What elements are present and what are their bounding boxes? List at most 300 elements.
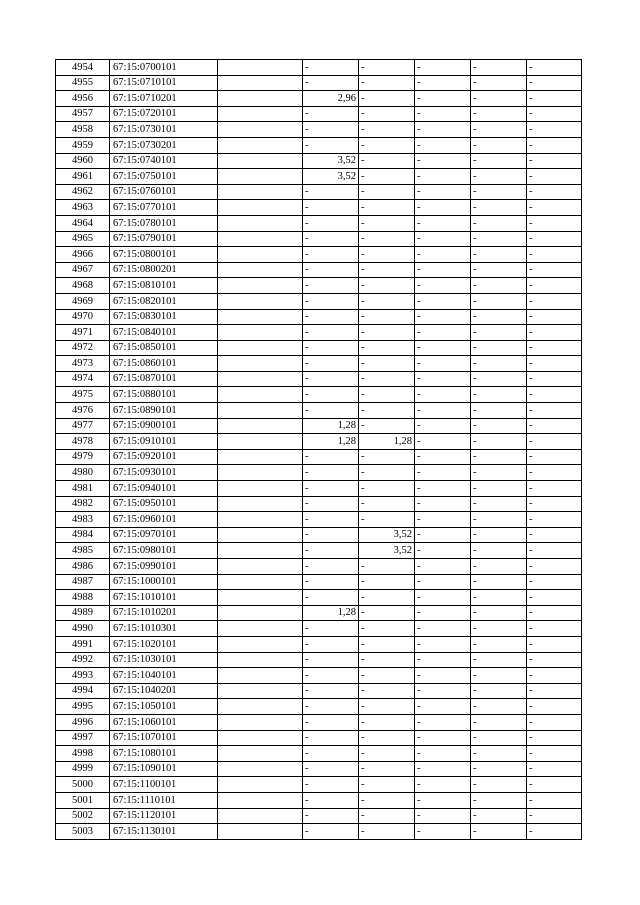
col8-cell: - xyxy=(527,325,582,341)
row-number-cell: 5003 xyxy=(56,824,110,840)
row-number-cell: 4963 xyxy=(56,200,110,216)
col7-cell: - xyxy=(471,200,527,216)
table-row xyxy=(56,512,582,528)
col3-cell xyxy=(218,559,303,575)
table-row xyxy=(56,496,582,512)
col3-cell xyxy=(218,792,303,808)
col6-cell: - xyxy=(415,247,471,263)
table-row xyxy=(56,91,582,107)
col6-cell: - xyxy=(415,683,471,699)
cadastral-code-cell: 67:15:0720101 xyxy=(110,106,218,122)
col4-cell: - xyxy=(303,543,359,559)
col4-cell: - xyxy=(303,730,359,746)
col7-cell: - xyxy=(471,792,527,808)
cadastral-code-cell: 67:15:1130101 xyxy=(110,824,218,840)
row-number-cell: 4955 xyxy=(56,75,110,91)
row-number-cell: 4972 xyxy=(56,340,110,356)
col8-cell: - xyxy=(527,153,582,169)
col5-cell: - xyxy=(359,605,415,621)
row-number-cell: 4988 xyxy=(56,590,110,606)
row-number-cell: 4977 xyxy=(56,418,110,434)
row-number-cell: 5000 xyxy=(56,777,110,793)
col5-cell: - xyxy=(359,387,415,403)
col8-cell: - xyxy=(527,418,582,434)
row-number-cell: 4954 xyxy=(56,60,110,76)
col4-cell: - xyxy=(303,122,359,138)
cadastral-code-cell: 67:15:0800201 xyxy=(110,262,218,278)
row-number-cell: 4970 xyxy=(56,309,110,325)
col5-cell: - xyxy=(359,652,415,668)
col6-cell: - xyxy=(415,792,471,808)
col7-cell: - xyxy=(471,590,527,606)
col3-cell xyxy=(218,683,303,699)
col3-cell xyxy=(218,309,303,325)
col8-cell: - xyxy=(527,106,582,122)
col6-cell: - xyxy=(415,434,471,450)
col6-cell: - xyxy=(415,137,471,153)
col6-cell: - xyxy=(415,340,471,356)
table-row xyxy=(56,309,582,325)
col8-cell: - xyxy=(527,340,582,356)
table-row xyxy=(56,106,582,122)
col8-cell: - xyxy=(527,683,582,699)
row-number-cell: 4959 xyxy=(56,137,110,153)
col7-cell: - xyxy=(471,465,527,481)
cadastral-code-cell: 67:15:1120101 xyxy=(110,808,218,824)
col6-cell: - xyxy=(415,746,471,762)
col5-cell: - xyxy=(359,356,415,372)
col3-cell xyxy=(218,636,303,652)
col5-cell: - xyxy=(359,496,415,512)
col7-cell: - xyxy=(471,309,527,325)
table-row xyxy=(56,75,582,91)
cadastral-code-cell: 67:15:1080101 xyxy=(110,746,218,762)
col3-cell xyxy=(218,527,303,543)
col6-cell: - xyxy=(415,106,471,122)
col4-cell: - xyxy=(303,75,359,91)
col7-cell: - xyxy=(471,481,527,497)
col3-cell xyxy=(218,512,303,528)
cadastral-code-cell: 67:15:0830101 xyxy=(110,309,218,325)
col3-cell xyxy=(218,761,303,777)
col5-cell: - xyxy=(359,325,415,341)
cadastral-code-cell: 67:15:0750101 xyxy=(110,169,218,185)
col7-cell: - xyxy=(471,75,527,91)
cadastral-code-cell: 67:15:0840101 xyxy=(110,325,218,341)
col7-cell: - xyxy=(471,215,527,231)
col5-cell: - xyxy=(359,153,415,169)
col3-cell xyxy=(218,714,303,730)
col7-cell: - xyxy=(471,371,527,387)
col6-cell: - xyxy=(415,262,471,278)
col6-cell: - xyxy=(415,527,471,543)
col4-cell: - xyxy=(303,714,359,730)
cadastral-code-cell: 67:15:0910101 xyxy=(110,434,218,450)
col7-cell: - xyxy=(471,543,527,559)
col7-cell: - xyxy=(471,169,527,185)
col6-cell: - xyxy=(415,122,471,138)
row-number-cell: 4989 xyxy=(56,605,110,621)
col3-cell xyxy=(218,590,303,606)
row-number-cell: 4961 xyxy=(56,169,110,185)
col6-cell: - xyxy=(415,169,471,185)
table-row xyxy=(56,137,582,153)
col8-cell: - xyxy=(527,200,582,216)
table-row xyxy=(56,621,582,637)
col6-cell: - xyxy=(415,293,471,309)
cadastral-code-cell: 67:15:0710201 xyxy=(110,91,218,107)
cadastral-code-cell: 67:15:1010201 xyxy=(110,605,218,621)
col7-cell: - xyxy=(471,403,527,419)
col6-cell: - xyxy=(415,481,471,497)
cadastral-code-cell: 67:15:0770101 xyxy=(110,200,218,216)
row-number-cell: 4980 xyxy=(56,465,110,481)
col5-cell: - xyxy=(359,91,415,107)
col5-cell: - xyxy=(359,200,415,216)
col3-cell xyxy=(218,418,303,434)
col7-cell: - xyxy=(471,824,527,840)
col8-cell: - xyxy=(527,356,582,372)
table-row xyxy=(56,652,582,668)
row-number-cell: 4984 xyxy=(56,527,110,543)
col4-cell: 1,28 xyxy=(303,605,359,621)
col3-cell xyxy=(218,652,303,668)
row-number-cell: 5001 xyxy=(56,792,110,808)
col4-cell: 3,52 xyxy=(303,169,359,185)
col3-cell xyxy=(218,278,303,294)
col5-cell: - xyxy=(359,169,415,185)
col3-cell xyxy=(218,621,303,637)
col8-cell: - xyxy=(527,621,582,637)
col5-cell: - xyxy=(359,730,415,746)
table-row xyxy=(56,153,582,169)
col4-cell: - xyxy=(303,309,359,325)
col5-cell: - xyxy=(359,699,415,715)
col8-cell: - xyxy=(527,403,582,419)
col5-cell: - xyxy=(359,309,415,325)
col8-cell: - xyxy=(527,169,582,185)
cadastral-code-cell: 67:15:0890101 xyxy=(110,403,218,419)
col8-cell: - xyxy=(527,293,582,309)
table-row xyxy=(56,481,582,497)
row-number-cell: 4976 xyxy=(56,403,110,419)
col6-cell: - xyxy=(415,449,471,465)
col4-cell: - xyxy=(303,792,359,808)
cadastral-code-cell: 67:15:0810101 xyxy=(110,278,218,294)
table-body xyxy=(56,60,582,840)
col3-cell xyxy=(218,200,303,216)
col6-cell: - xyxy=(415,605,471,621)
cadastral-code-cell: 67:15:0710101 xyxy=(110,75,218,91)
col7-cell: - xyxy=(471,247,527,263)
col4-cell: - xyxy=(303,60,359,76)
col8-cell: - xyxy=(527,496,582,512)
col6-cell: - xyxy=(415,636,471,652)
table-row xyxy=(56,777,582,793)
cadastral-code-cell: 67:15:1110101 xyxy=(110,792,218,808)
cadastral-code-cell: 67:15:0850101 xyxy=(110,340,218,356)
row-number-cell: 4968 xyxy=(56,278,110,294)
cadastral-code-cell: 67:15:0700101 xyxy=(110,60,218,76)
row-number-cell: 4994 xyxy=(56,683,110,699)
col3-cell xyxy=(218,808,303,824)
row-number-cell: 4995 xyxy=(56,699,110,715)
table-row xyxy=(56,418,582,434)
col5-cell: - xyxy=(359,184,415,200)
col5-cell: - xyxy=(359,340,415,356)
col5-cell: - xyxy=(359,247,415,263)
col5-cell: - xyxy=(359,792,415,808)
col3-cell xyxy=(218,403,303,419)
col6-cell: - xyxy=(415,668,471,684)
col4-cell: - xyxy=(303,247,359,263)
col8-cell: - xyxy=(527,512,582,528)
row-number-cell: 4962 xyxy=(56,184,110,200)
col8-cell: - xyxy=(527,262,582,278)
col6-cell: - xyxy=(415,200,471,216)
col8-cell: - xyxy=(527,371,582,387)
col5-cell: - xyxy=(359,231,415,247)
col7-cell: - xyxy=(471,605,527,621)
cadastral-code-cell: 67:15:0950101 xyxy=(110,496,218,512)
col5-cell: - xyxy=(359,403,415,419)
col7-cell: - xyxy=(471,231,527,247)
col8-cell: - xyxy=(527,792,582,808)
col3-cell xyxy=(218,746,303,762)
col8-cell: - xyxy=(527,215,582,231)
row-number-cell: 4996 xyxy=(56,714,110,730)
table-row xyxy=(56,340,582,356)
col6-cell: - xyxy=(415,699,471,715)
col7-cell: - xyxy=(471,777,527,793)
cadastral-code-cell: 67:15:1060101 xyxy=(110,714,218,730)
table-row xyxy=(56,434,582,450)
col8-cell: - xyxy=(527,605,582,621)
table-row xyxy=(56,527,582,543)
row-number-cell: 4986 xyxy=(56,559,110,575)
col7-cell: - xyxy=(471,91,527,107)
col6-cell: - xyxy=(415,574,471,590)
col6-cell: - xyxy=(415,231,471,247)
col6-cell: - xyxy=(415,512,471,528)
table-row xyxy=(56,574,582,590)
col5-cell: - xyxy=(359,714,415,730)
col3-cell xyxy=(218,605,303,621)
col3-cell xyxy=(218,340,303,356)
col6-cell: - xyxy=(415,465,471,481)
table-row xyxy=(56,824,582,840)
row-number-cell: 4956 xyxy=(56,91,110,107)
col7-cell: - xyxy=(471,652,527,668)
col4-cell: - xyxy=(303,106,359,122)
col5-cell: - xyxy=(359,824,415,840)
col6-cell: - xyxy=(415,808,471,824)
col5-cell: - xyxy=(359,137,415,153)
col5-cell: - xyxy=(359,215,415,231)
col5-cell: - xyxy=(359,75,415,91)
col4-cell: - xyxy=(303,527,359,543)
row-number-cell: 4992 xyxy=(56,652,110,668)
col4-cell: - xyxy=(303,824,359,840)
table-row xyxy=(56,746,582,762)
col3-cell xyxy=(218,122,303,138)
col7-cell: - xyxy=(471,356,527,372)
table-row xyxy=(56,371,582,387)
row-number-cell: 4964 xyxy=(56,215,110,231)
table-row xyxy=(56,356,582,372)
table-row xyxy=(56,543,582,559)
table-row xyxy=(56,184,582,200)
col8-cell: - xyxy=(527,824,582,840)
col4-cell: 1,28 xyxy=(303,434,359,450)
row-number-cell: 4975 xyxy=(56,387,110,403)
col7-cell: - xyxy=(471,340,527,356)
table-row xyxy=(56,60,582,76)
row-number-cell: 4966 xyxy=(56,247,110,263)
col5-cell: - xyxy=(359,449,415,465)
col6-cell: - xyxy=(415,356,471,372)
col8-cell: - xyxy=(527,714,582,730)
col3-cell xyxy=(218,449,303,465)
col3-cell xyxy=(218,153,303,169)
data-table xyxy=(55,59,582,840)
col5-cell: - xyxy=(359,262,415,278)
table-row xyxy=(56,325,582,341)
col4-cell: - xyxy=(303,403,359,419)
col4-cell: - xyxy=(303,340,359,356)
col4-cell: - xyxy=(303,356,359,372)
col3-cell xyxy=(218,60,303,76)
cadastral-code-cell: 67:15:0870101 xyxy=(110,371,218,387)
col3-cell xyxy=(218,434,303,450)
row-number-cell: 4993 xyxy=(56,668,110,684)
table-row xyxy=(56,699,582,715)
col5-cell: 3,52 xyxy=(359,543,415,559)
row-number-cell: 4981 xyxy=(56,481,110,497)
col8-cell: - xyxy=(527,527,582,543)
col4-cell: - xyxy=(303,512,359,528)
col6-cell: - xyxy=(415,75,471,91)
row-number-cell: 4978 xyxy=(56,434,110,450)
col4-cell: - xyxy=(303,449,359,465)
col7-cell: - xyxy=(471,106,527,122)
col6-cell: - xyxy=(415,325,471,341)
col6-cell: - xyxy=(415,60,471,76)
col4-cell: 3,52 xyxy=(303,153,359,169)
col7-cell: - xyxy=(471,527,527,543)
col8-cell: - xyxy=(527,699,582,715)
col4-cell: - xyxy=(303,621,359,637)
col5-cell: - xyxy=(359,512,415,528)
col4-cell: - xyxy=(303,699,359,715)
col4-cell: - xyxy=(303,574,359,590)
row-number-cell: 4957 xyxy=(56,106,110,122)
col6-cell: - xyxy=(415,761,471,777)
col3-cell xyxy=(218,824,303,840)
col6-cell: - xyxy=(415,543,471,559)
row-number-cell: 4985 xyxy=(56,543,110,559)
col5-cell: - xyxy=(359,418,415,434)
col8-cell: - xyxy=(527,761,582,777)
col8-cell: - xyxy=(527,247,582,263)
col6-cell: - xyxy=(415,730,471,746)
col8-cell: - xyxy=(527,730,582,746)
table-row xyxy=(56,761,582,777)
col3-cell xyxy=(218,730,303,746)
table-row xyxy=(56,403,582,419)
table-row xyxy=(56,169,582,185)
col3-cell xyxy=(218,699,303,715)
col3-cell xyxy=(218,215,303,231)
col6-cell: - xyxy=(415,824,471,840)
cadastral-code-cell: 67:15:0880101 xyxy=(110,387,218,403)
col7-cell: - xyxy=(471,668,527,684)
col3-cell xyxy=(218,293,303,309)
col7-cell: - xyxy=(471,325,527,341)
table-row xyxy=(56,122,582,138)
col6-cell: - xyxy=(415,652,471,668)
col5-cell: - xyxy=(359,481,415,497)
col3-cell xyxy=(218,247,303,263)
col4-cell: 1,28 xyxy=(303,418,359,434)
col7-cell: - xyxy=(471,122,527,138)
col4-cell: - xyxy=(303,652,359,668)
col6-cell: - xyxy=(415,371,471,387)
cadastral-code-cell: 67:15:1010301 xyxy=(110,621,218,637)
col6-cell: - xyxy=(415,387,471,403)
col7-cell: - xyxy=(471,418,527,434)
col6-cell: - xyxy=(415,153,471,169)
table-row xyxy=(56,465,582,481)
col8-cell: - xyxy=(527,137,582,153)
col4-cell: 2,96 xyxy=(303,91,359,107)
col3-cell xyxy=(218,371,303,387)
table-row xyxy=(56,808,582,824)
col8-cell: - xyxy=(527,481,582,497)
cadastral-code-cell: 67:15:0930101 xyxy=(110,465,218,481)
col7-cell: - xyxy=(471,512,527,528)
col3-cell xyxy=(218,262,303,278)
table-row xyxy=(56,683,582,699)
col7-cell: - xyxy=(471,137,527,153)
cadastral-code-cell: 67:15:0730201 xyxy=(110,137,218,153)
col3-cell xyxy=(218,184,303,200)
row-number-cell: 4971 xyxy=(56,325,110,341)
row-number-cell: 4999 xyxy=(56,761,110,777)
col4-cell: - xyxy=(303,496,359,512)
col4-cell: - xyxy=(303,387,359,403)
col4-cell: - xyxy=(303,465,359,481)
col7-cell: - xyxy=(471,262,527,278)
row-number-cell: 4969 xyxy=(56,293,110,309)
cadastral-code-cell: 67:15:0860101 xyxy=(110,356,218,372)
col3-cell xyxy=(218,668,303,684)
col6-cell: - xyxy=(415,714,471,730)
cadastral-code-cell: 67:15:0900101 xyxy=(110,418,218,434)
cadastral-code-cell: 67:15:1000101 xyxy=(110,574,218,590)
col8-cell: - xyxy=(527,590,582,606)
col6-cell: - xyxy=(415,777,471,793)
col6-cell: - xyxy=(415,309,471,325)
col5-cell: - xyxy=(359,122,415,138)
col5-cell: - xyxy=(359,465,415,481)
cadastral-code-cell: 67:15:1100101 xyxy=(110,777,218,793)
col4-cell: - xyxy=(303,325,359,341)
row-number-cell: 4997 xyxy=(56,730,110,746)
cadastral-code-cell: 67:15:1040101 xyxy=(110,668,218,684)
col6-cell: - xyxy=(415,91,471,107)
cadastral-code-cell: 67:15:0800101 xyxy=(110,247,218,263)
